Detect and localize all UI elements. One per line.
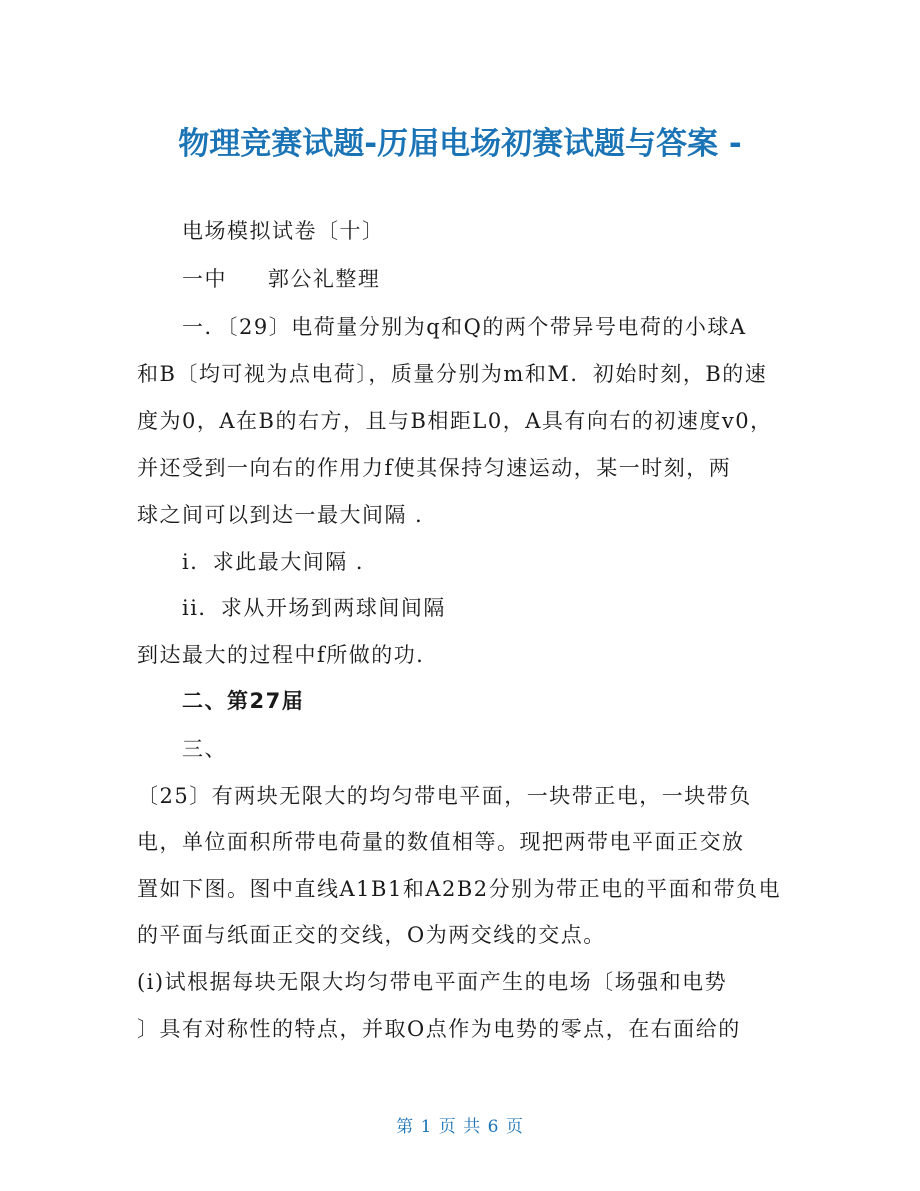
text-line: 并还受到一向右的作用力f使其保持匀速运动，某一时刻，两 (137, 456, 732, 480)
section-heading: 三、 (182, 737, 227, 761)
text-line: 电，单位面积所带电荷量的数值相等。现把两带电平面正交放 (137, 830, 745, 854)
text-line: 〔25〕有两块无限大的均匀带电平面，一块带正电，一块带负 (137, 784, 752, 808)
document-title: 物理竞赛试题-历届电场初赛试题与答案 - (178, 126, 742, 162)
text-line: 和B〔均可视为点电荷〕，质量分别为m和M．初始时刻，B的速 (137, 362, 768, 386)
text-line: ii．求从开场到两球间间隔 (182, 596, 446, 620)
text-line: (i)试根据每块无限大均匀带电平面产生的电场〔场强和电势 (137, 970, 728, 994)
text-line: 一．〔29〕电荷量分别为q和Q的两个带异号电荷的小球A (182, 315, 747, 339)
text-line: 度为0，A在B的右方，且与B相距L0，A具有向右的初速度v0， (137, 409, 773, 433)
text-line: i．求此最大间隔 ． (182, 550, 379, 574)
text-line: 到达最大的过程中f所做的功． (137, 643, 439, 667)
text-line: 的平面与纸面正交的交线，O为两交线的交点。 (137, 923, 606, 947)
section-heading: 二、第27届 (182, 689, 305, 713)
text-line-subtitle: 电场模拟试卷〔十〕 (182, 219, 385, 243)
text-line: 置如下图。图中直线A1B1和A2B2分别为带正电的平面和带负电 (137, 877, 782, 901)
text-line: 球之间可以到达一最大间隔 ． (137, 503, 438, 527)
page-footer: 第 1 页 共 6 页 (396, 1117, 524, 1137)
text-line-author: 一中 郭公礼整理 (182, 267, 381, 291)
text-line: 〕具有对称性的特点，并取O点作为电势的零点，在右面给的 (137, 1017, 741, 1041)
